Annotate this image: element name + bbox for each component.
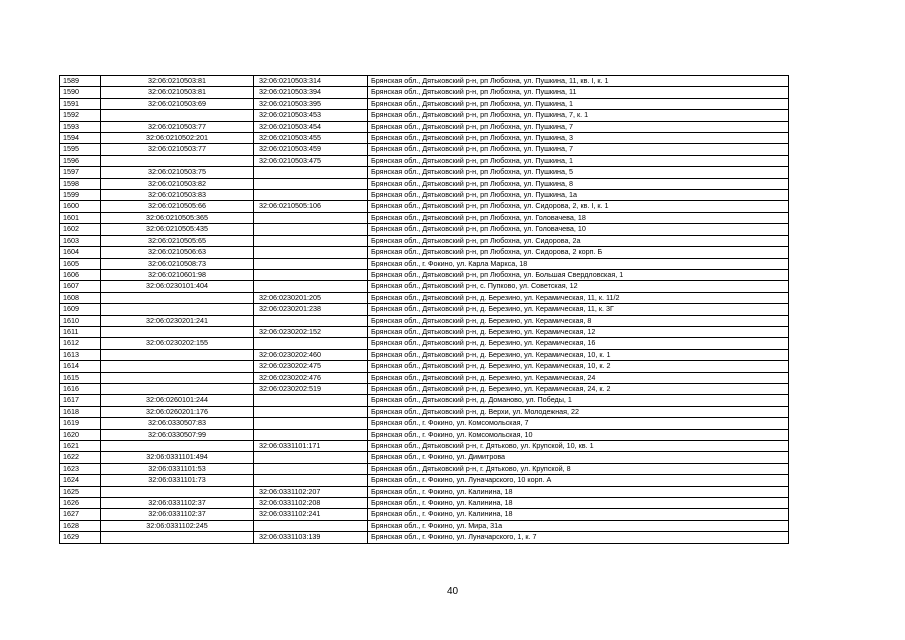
address-cell: Брянская обл., Дятьковский р-н, рп Любохна, ул. Пушкина, 3	[368, 133, 789, 144]
land-plot-cadastral-number-cell	[101, 532, 254, 543]
land-plot-cadastral-number-cell	[101, 361, 254, 372]
table-row	[60, 509, 789, 520]
building-cadastral-number-cell: 32:06:0331102:207	[254, 486, 368, 497]
registry-table	[59, 75, 789, 544]
land-plot-cadastral-number-cell: 32:06:0230101:404	[101, 281, 254, 292]
address-cell: Брянская обл., Дятьковский р-н, д. Березино, ул. Керамическая, 8	[368, 315, 789, 326]
building-cadastral-number-cell	[254, 475, 368, 486]
building-cadastral-number-cell	[254, 395, 368, 406]
row-number-cell: 1594	[60, 133, 101, 144]
building-cadastral-number-cell	[254, 167, 368, 178]
land-plot-cadastral-number-cell: 32:06:0260201:176	[101, 406, 254, 417]
row-number-cell: 1620	[60, 429, 101, 440]
row-number-cell: 1625	[60, 486, 101, 497]
address-cell: Брянская обл., Дятьковский р-н, д. Березино, ул. Керамическая, 11, к. 11/2	[368, 292, 789, 303]
land-plot-cadastral-number-cell	[101, 486, 254, 497]
land-plot-cadastral-number-cell: 32:06:0230201:241	[101, 315, 254, 326]
table-row	[60, 383, 789, 394]
land-plot-cadastral-number-cell: 32:06:0210503:75	[101, 167, 254, 178]
land-plot-cadastral-number-cell: 32:06:0210505:435	[101, 224, 254, 235]
building-cadastral-number-cell: 32:06:0210503:454	[254, 121, 368, 132]
table-row	[60, 133, 789, 144]
address-cell: Брянская обл., г. Фокино, ул. Луначарского, 1, к. 7	[368, 532, 789, 543]
building-cadastral-number-cell	[254, 247, 368, 258]
row-number-cell: 1606	[60, 269, 101, 280]
table-row	[60, 201, 789, 212]
building-cadastral-number-cell	[254, 258, 368, 269]
address-cell: Брянская обл., г. Фокино, ул. Калинина, 18	[368, 498, 789, 509]
land-plot-cadastral-number-cell: 32:06:0331102:245	[101, 520, 254, 531]
land-plot-cadastral-number-cell: 32:06:0210503:77	[101, 121, 254, 132]
address-cell: Брянская обл., Дятьковский р-н, г. Дятьково, ул. Крупской, 8	[368, 463, 789, 474]
building-cadastral-number-cell: 32:06:0331103:139	[254, 532, 368, 543]
row-number-cell: 1622	[60, 452, 101, 463]
land-plot-cadastral-number-cell: 32:06:0210503:81	[101, 76, 254, 87]
row-number-cell: 1626	[60, 498, 101, 509]
table-row	[60, 212, 789, 223]
table-row	[60, 395, 789, 406]
row-number-cell: 1605	[60, 258, 101, 269]
address-cell: Брянская обл., г. Фокино, ул. Калинина, 18	[368, 509, 789, 520]
land-plot-cadastral-number-cell	[101, 441, 254, 452]
row-number-cell: 1602	[60, 224, 101, 235]
building-cadastral-number-cell: 32:06:0331102:241	[254, 509, 368, 520]
building-cadastral-number-cell	[254, 418, 368, 429]
land-plot-cadastral-number-cell: 32:06:0210503:77	[101, 144, 254, 155]
table-row	[60, 292, 789, 303]
row-number-cell: 1596	[60, 155, 101, 166]
building-cadastral-number-cell	[254, 452, 368, 463]
table-row	[60, 475, 789, 486]
row-number-cell: 1628	[60, 520, 101, 531]
address-cell: Брянская обл., г. Фокино, ул. Комсомольская, 7	[368, 418, 789, 429]
row-number-cell: 1610	[60, 315, 101, 326]
row-number-cell: 1608	[60, 292, 101, 303]
address-cell: Брянская обл., Дятьковский р-н, рп Любохна, ул. Головачева, 10	[368, 224, 789, 235]
table-row	[60, 532, 789, 543]
table-row	[60, 178, 789, 189]
land-plot-cadastral-number-cell: 32:06:0331101:494	[101, 452, 254, 463]
address-cell: Брянская обл., Дятьковский р-н, рп Любохна, ул. Сидорова, 2 корп. Б	[368, 247, 789, 258]
table-row	[60, 429, 789, 440]
address-cell: Брянская обл., г. Фокино, ул. Мира, 31а	[368, 520, 789, 531]
row-number-cell: 1590	[60, 87, 101, 98]
row-number-cell: 1599	[60, 190, 101, 201]
land-plot-cadastral-number-cell: 32:06:0260101:244	[101, 395, 254, 406]
table-row	[60, 269, 789, 280]
table-row	[60, 486, 789, 497]
table-row	[60, 463, 789, 474]
building-cadastral-number-cell: 32:06:0230202:460	[254, 349, 368, 360]
building-cadastral-number-cell: 32:06:0230202:152	[254, 326, 368, 337]
land-plot-cadastral-number-cell: 32:06:0210503:83	[101, 190, 254, 201]
address-cell: Брянская обл., Дятьковский р-н, д. Березино, ул. Керамическая, 11, к. 3Г	[368, 304, 789, 315]
land-plot-cadastral-number-cell: 32:06:0331102:37	[101, 498, 254, 509]
building-cadastral-number-cell: 32:06:0230201:205	[254, 292, 368, 303]
table-row	[60, 98, 789, 109]
address-cell: Брянская обл., Дятьковский р-н, д. Березино, ул. Керамическая, 10, к. 2	[368, 361, 789, 372]
row-number-cell: 1609	[60, 304, 101, 315]
address-cell: Брянская обл., Дятьковский р-н, рп Любохна, ул. Пушкина, 1а	[368, 190, 789, 201]
building-cadastral-number-cell: 32:06:0210503:475	[254, 155, 368, 166]
table-row	[60, 281, 789, 292]
land-plot-cadastral-number-cell: 32:06:0330507:83	[101, 418, 254, 429]
row-number-cell: 1617	[60, 395, 101, 406]
building-cadastral-number-cell: 32:06:0210503:455	[254, 133, 368, 144]
address-cell: Брянская обл., Дятьковский р-н, д. Березино, ул. Керамическая, 10, к. 1	[368, 349, 789, 360]
table-row	[60, 441, 789, 452]
land-plot-cadastral-number-cell	[101, 326, 254, 337]
table-row	[60, 235, 789, 246]
land-plot-cadastral-number-cell: 32:06:0210508:73	[101, 258, 254, 269]
table-row	[60, 418, 789, 429]
building-cadastral-number-cell	[254, 281, 368, 292]
row-number-cell: 1601	[60, 212, 101, 223]
building-cadastral-number-cell: 32:06:0210503:314	[254, 76, 368, 87]
address-cell: Брянская обл., Дятьковский р-н, д. Березино, ул. Керамическая, 12	[368, 326, 789, 337]
address-cell: Брянская обл., Дятьковский р-н, рп Любохна, ул. Пушкина, 11	[368, 87, 789, 98]
building-cadastral-number-cell: 32:06:0331101:171	[254, 441, 368, 452]
building-cadastral-number-cell: 32:06:0210503:395	[254, 98, 368, 109]
building-cadastral-number-cell	[254, 212, 368, 223]
building-cadastral-number-cell	[254, 178, 368, 189]
table-row	[60, 315, 789, 326]
table-row	[60, 304, 789, 315]
table-row	[60, 406, 789, 417]
land-plot-cadastral-number-cell: 32:06:0210503:81	[101, 87, 254, 98]
address-cell: Брянская обл., Дятьковский р-н, рп Любохна, ул. Сидорова, 2а	[368, 235, 789, 246]
land-plot-cadastral-number-cell	[101, 292, 254, 303]
address-cell: Брянская обл., Дятьковский р-н, рп Любохна, ул. Пушкина, 11, кв. I, к. 1	[368, 76, 789, 87]
address-cell: Брянская обл., Дятьковский р-н, рп Любохна, ул. Пушкина, 7, к. 1	[368, 110, 789, 121]
building-cadastral-number-cell: 32:06:0230202:519	[254, 383, 368, 394]
address-cell: Брянская обл., г. Фокино, ул. Комсомольская, 10	[368, 429, 789, 440]
table-row	[60, 167, 789, 178]
address-cell: Брянская обл., Дятьковский р-н, г. Дятьково, ул. Крупской, 10, кв. 1	[368, 441, 789, 452]
table-row	[60, 155, 789, 166]
land-plot-cadastral-number-cell: 32:06:0210503:82	[101, 178, 254, 189]
building-cadastral-number-cell: 32:06:0210505:106	[254, 201, 368, 212]
table-row	[60, 372, 789, 383]
row-number-cell: 1614	[60, 361, 101, 372]
row-number-cell: 1607	[60, 281, 101, 292]
building-cadastral-number-cell: 32:06:0230202:476	[254, 372, 368, 383]
address-cell: Брянская обл., Дятьковский р-н, рп Любохна, ул. Пушкина, 7	[368, 121, 789, 132]
row-number-cell: 1615	[60, 372, 101, 383]
row-number-cell: 1597	[60, 167, 101, 178]
address-cell: Брянская обл., Дятьковский р-н, д. Березино, ул. Керамическая, 16	[368, 338, 789, 349]
table-row	[60, 520, 789, 531]
land-plot-cadastral-number-cell	[101, 372, 254, 383]
land-plot-cadastral-number-cell: 32:06:0331101:73	[101, 475, 254, 486]
registry-table-body	[60, 76, 789, 544]
table-row	[60, 144, 789, 155]
land-plot-cadastral-number-cell: 32:06:0230202:155	[101, 338, 254, 349]
building-cadastral-number-cell	[254, 315, 368, 326]
land-plot-cadastral-number-cell	[101, 110, 254, 121]
land-plot-cadastral-number-cell	[101, 155, 254, 166]
table-row	[60, 452, 789, 463]
land-plot-cadastral-number-cell: 32:06:0331102:37	[101, 509, 254, 520]
building-cadastral-number-cell	[254, 338, 368, 349]
building-cadastral-number-cell: 32:06:0210503:394	[254, 87, 368, 98]
row-number-cell: 1627	[60, 509, 101, 520]
address-cell: Брянская обл., г. Фокино, ул. Луначарского, 10 корп. А	[368, 475, 789, 486]
table-row	[60, 498, 789, 509]
page-number: 40	[446, 586, 459, 597]
address-cell: Брянская обл., Дятьковский р-н, рп Любохна, ул. Пушкина, 1	[368, 98, 789, 109]
table-row	[60, 361, 789, 372]
building-cadastral-number-cell	[254, 463, 368, 474]
table-row	[60, 190, 789, 201]
table-row	[60, 76, 789, 87]
row-number-cell: 1595	[60, 144, 101, 155]
address-cell: Брянская обл., Дятьковский р-н, рп Любохна, ул. Пушкина, 5	[368, 167, 789, 178]
address-cell: Брянская обл., Дятьковский р-н, рп Любохна, ул. Сидорова, 2, кв. I, к. 1	[368, 201, 789, 212]
row-number-cell: 1598	[60, 178, 101, 189]
building-cadastral-number-cell	[254, 406, 368, 417]
table-row	[60, 121, 789, 132]
building-cadastral-number-cell: 32:06:0210503:453	[254, 110, 368, 121]
row-number-cell: 1603	[60, 235, 101, 246]
building-cadastral-number-cell	[254, 190, 368, 201]
row-number-cell: 1613	[60, 349, 101, 360]
address-cell: Брянская обл., Дятьковский р-н, рп Любохна, ул. Пушкина, 1	[368, 155, 789, 166]
address-cell: Брянская обл., Дятьковский р-н, рп Любохна, ул. Большая Свердловская, 1	[368, 269, 789, 280]
row-number-cell: 1592	[60, 110, 101, 121]
land-plot-cadastral-number-cell: 32:06:0210505:65	[101, 235, 254, 246]
land-plot-cadastral-number-cell: 32:06:0210503:69	[101, 98, 254, 109]
row-number-cell: 1629	[60, 532, 101, 543]
land-plot-cadastral-number-cell: 32:06:0330507:99	[101, 429, 254, 440]
building-cadastral-number-cell	[254, 429, 368, 440]
land-plot-cadastral-number-cell: 32:06:0210601:98	[101, 269, 254, 280]
row-number-cell: 1619	[60, 418, 101, 429]
land-plot-cadastral-number-cell: 32:06:0210506:63	[101, 247, 254, 258]
address-cell: Брянская обл., Дятьковский р-н, д. Доманово, ул. Победы, 1	[368, 395, 789, 406]
building-cadastral-number-cell	[254, 269, 368, 280]
building-cadastral-number-cell	[254, 235, 368, 246]
row-number-cell: 1621	[60, 441, 101, 452]
table-row	[60, 326, 789, 337]
address-cell: Брянская обл., Дятьковский р-н, рп Любохна, ул. Пушкина, 7	[368, 144, 789, 155]
land-plot-cadastral-number-cell: 32:06:0210505:365	[101, 212, 254, 223]
land-plot-cadastral-number-cell: 32:06:0210502:201	[101, 133, 254, 144]
address-cell: Брянская обл., г. Фокино, ул. Карла Маркса, 18	[368, 258, 789, 269]
row-number-cell: 1591	[60, 98, 101, 109]
table-row	[60, 247, 789, 258]
building-cadastral-number-cell: 32:06:0331102:208	[254, 498, 368, 509]
building-cadastral-number-cell: 32:06:0210503:459	[254, 144, 368, 155]
table-row	[60, 338, 789, 349]
building-cadastral-number-cell: 32:06:0230202:475	[254, 361, 368, 372]
address-cell: Брянская обл., Дятьковский р-н, рп Любохна, ул. Головачева, 18	[368, 212, 789, 223]
address-cell: Брянская обл., г. Фокино, ул. Калинина, 18	[368, 486, 789, 497]
row-number-cell: 1616	[60, 383, 101, 394]
building-cadastral-number-cell: 32:06:0230201:238	[254, 304, 368, 315]
address-cell: Брянская обл., Дятьковский р-н, д. Верхи, ул. Молодежная, 22	[368, 406, 789, 417]
land-plot-cadastral-number-cell	[101, 349, 254, 360]
row-number-cell: 1623	[60, 463, 101, 474]
building-cadastral-number-cell	[254, 520, 368, 531]
table-row	[60, 349, 789, 360]
table-row	[60, 224, 789, 235]
address-cell: Брянская обл., Дятьковский р-н, д. Березино, ул. Керамическая, 24, к. 2	[368, 383, 789, 394]
row-number-cell: 1589	[60, 76, 101, 87]
row-number-cell: 1593	[60, 121, 101, 132]
table-row	[60, 258, 789, 269]
address-cell: Брянская обл., Дятьковский р-н, с. Пупково, ул. Советская, 12	[368, 281, 789, 292]
row-number-cell: 1604	[60, 247, 101, 258]
row-number-cell: 1600	[60, 201, 101, 212]
land-plot-cadastral-number-cell: 32:06:0331101:53	[101, 463, 254, 474]
row-number-cell: 1611	[60, 326, 101, 337]
row-number-cell: 1624	[60, 475, 101, 486]
land-plot-cadastral-number-cell: 32:06:0210505:66	[101, 201, 254, 212]
row-number-cell: 1612	[60, 338, 101, 349]
address-cell: Брянская обл., Дятьковский р-н, д. Березино, ул. Керамическая, 24	[368, 372, 789, 383]
address-cell: Брянская обл., г. Фокино, ул. Димитрова	[368, 452, 789, 463]
address-cell: Брянская обл., Дятьковский р-н, рп Любохна, ул. Пушкина, 8	[368, 178, 789, 189]
land-plot-cadastral-number-cell	[101, 304, 254, 315]
land-plot-cadastral-number-cell	[101, 383, 254, 394]
table-row	[60, 87, 789, 98]
table-row	[60, 110, 789, 121]
row-number-cell: 1618	[60, 406, 101, 417]
building-cadastral-number-cell	[254, 224, 368, 235]
